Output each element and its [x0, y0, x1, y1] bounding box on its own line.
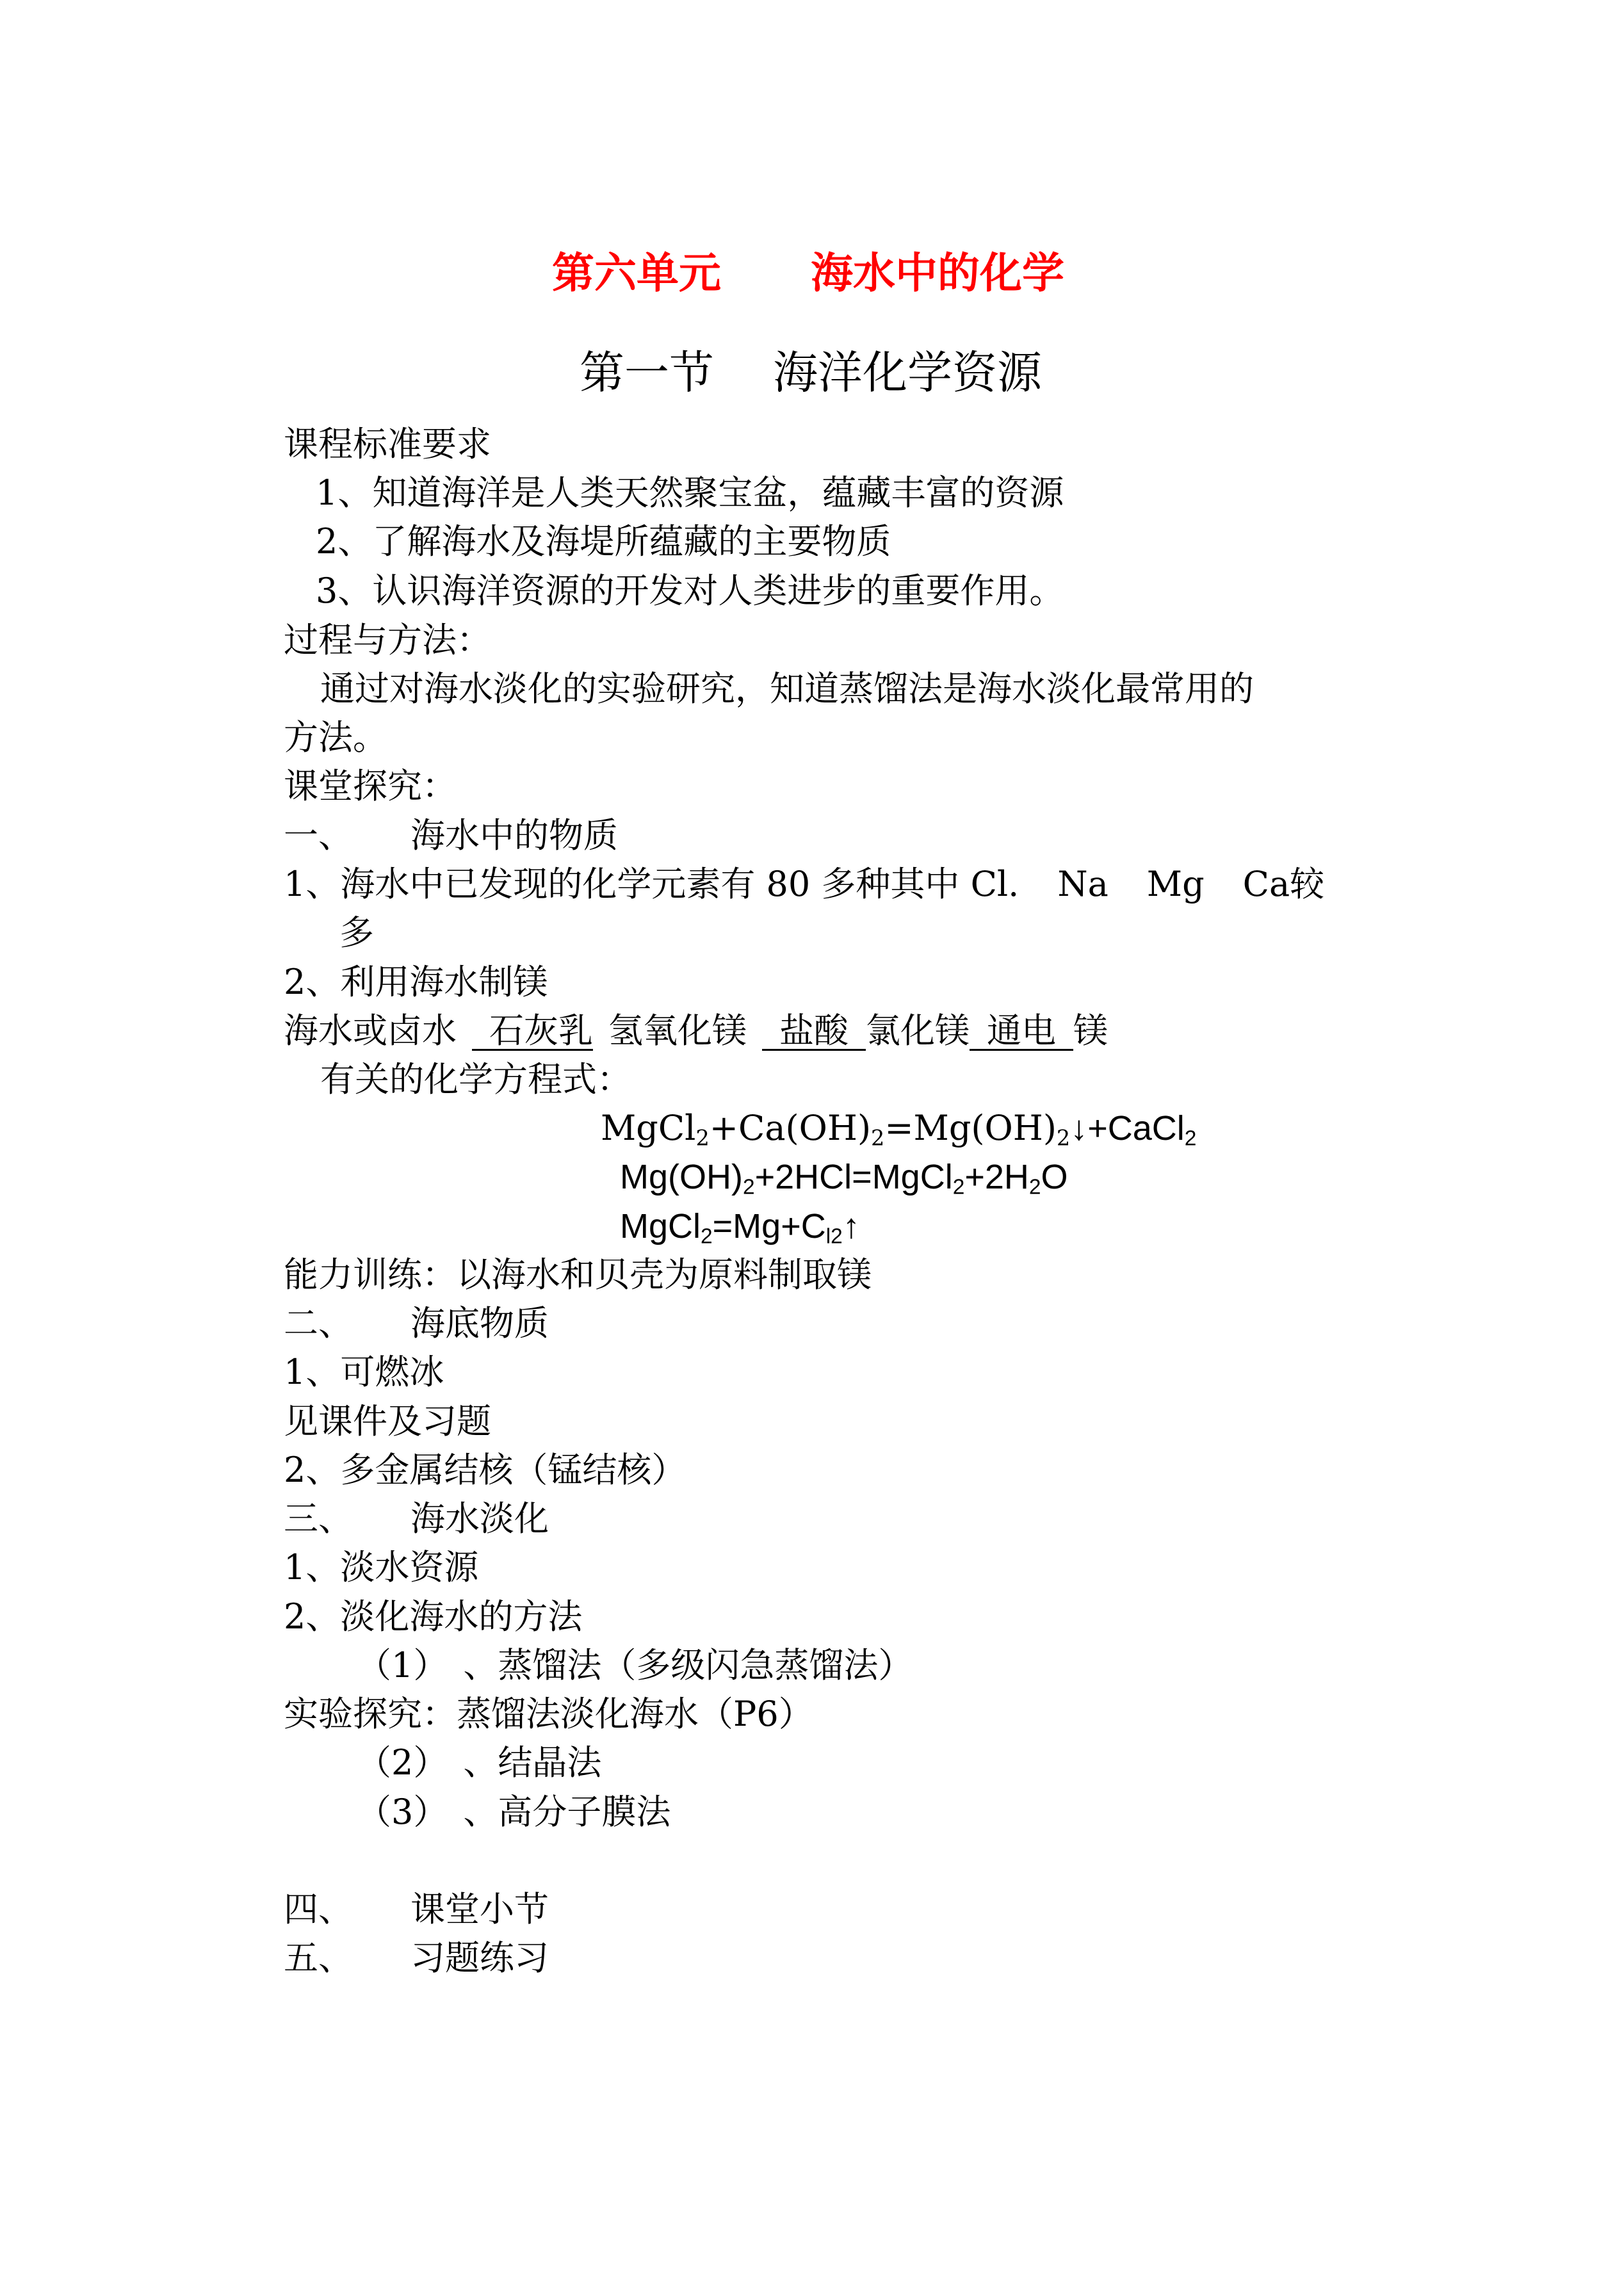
part-2-item-1: 1、可燃冰 [284, 1352, 444, 1392]
element-mg: Mg [1146, 864, 1205, 904]
eq2-sub-c: 2 [1028, 1175, 1041, 1199]
process-text-line-1: 通过对海水淡化的实验研究，知道蒸馏法是海水淡化最常用的 [320, 669, 1254, 709]
equation-2 [620, 1158, 1068, 1199]
part-3-number: 三、 [284, 1498, 353, 1539]
standards-item-2: 2、了解海水及海堤所蕴藏的主要物质 [316, 521, 891, 562]
eq2-sub-b: 2 [952, 1175, 965, 1199]
eq1-part-a: MgCl [601, 1108, 696, 1148]
part-1-number: 一、 [284, 815, 353, 856]
part-4-number: 四、 [284, 1889, 353, 1929]
inquiry-heading: 课堂探究： [284, 766, 457, 806]
elements-text: 1、海水中已发现的化学元素有 80 多种其中 Cl. [284, 864, 1019, 904]
eq3-sub-a: 2 [701, 1224, 713, 1249]
eq3-sub-b: l2 [825, 1224, 843, 1249]
eq3-part-c: ↑ [842, 1207, 860, 1245]
part-1-item-1 [284, 865, 1324, 904]
flow-reagent-3-label: 通电 [987, 1010, 1056, 1051]
flow-intermediate-1: 氢氧化镁 [608, 1010, 747, 1051]
flow-reagent-1-label: 石灰乳 [489, 1010, 593, 1051]
part-3-title: 海水淡化 [410, 1498, 549, 1539]
method-2 [357, 1744, 601, 1782]
unit-number: 第六单元 [552, 248, 721, 298]
part-5-heading [284, 1939, 549, 1977]
eq3-part-a: MgCl [620, 1207, 701, 1245]
part-3-item-1: 1、淡水资源 [284, 1547, 479, 1587]
eq2-part-d: O [1041, 1158, 1068, 1196]
method-2-text: 、结晶法 [463, 1742, 602, 1783]
eq1-sub-c: 2 [1056, 1125, 1071, 1151]
part-2-heading [284, 1304, 549, 1343]
eq2-sub-a: 2 [742, 1175, 755, 1199]
element-na: Na [1057, 864, 1108, 904]
eq2-part-a: Mg(OH) [620, 1158, 743, 1196]
flow-reagent-1 [472, 1010, 593, 1051]
standards-item-1: 1、知道海洋是人类天然聚宝盆，蕴藏丰富的资源 [316, 473, 1064, 513]
eq1-part-c: =Mg(OH) [884, 1108, 1057, 1148]
eq1-part-d: ↓+CaCl [1070, 1109, 1185, 1148]
part-2-title: 海底物质 [410, 1303, 549, 1343]
flow-reagent-3 [970, 1010, 1073, 1051]
unit-title [552, 248, 1064, 297]
method-3-text: 、高分子膜法 [463, 1792, 671, 1832]
process-heading: 过程与方法： [284, 620, 491, 660]
ability-training: 能力训练：以海水和贝壳为原料制取镁 [284, 1254, 872, 1295]
part-1-item-2: 2、利用海水制镁 [284, 962, 548, 1002]
method-2-number: （2） [357, 1742, 448, 1783]
experiment-inquiry: 实验探究：蒸馏法淡化海水（P6） [284, 1694, 813, 1734]
method-3 [357, 1793, 670, 1831]
flow-intermediate-2: 氯化镁 [866, 1010, 970, 1051]
elements-tail: 较 [1290, 864, 1325, 904]
eq1-sub-b: 2 [871, 1125, 885, 1151]
section-topic: 海洋化学资源 [773, 346, 1042, 399]
standards-heading: 课程标准要求 [284, 424, 491, 464]
equation-3 [620, 1207, 860, 1249]
method-1 [357, 1646, 913, 1685]
method-1-number: （1） [357, 1645, 448, 1685]
eq3-part-b: =Mg+C [712, 1207, 826, 1245]
element-ca: Ca [1242, 864, 1290, 904]
method-1-text: 、蒸馏法（多级闪急蒸馏法） [463, 1645, 913, 1685]
magnesium-flow [284, 1012, 1108, 1050]
part-4-title: 课堂小节 [410, 1889, 549, 1929]
eq1-sub-a: 2 [695, 1125, 710, 1151]
part-4-heading [284, 1890, 549, 1929]
method-3-number: （3） [357, 1792, 448, 1832]
part-2-number: 二、 [284, 1303, 353, 1343]
flow-reagent-2 [762, 1010, 866, 1051]
flow-end: 镁 [1073, 1010, 1108, 1051]
section-number: 第一节 [580, 346, 714, 399]
equations-label: 有关的化学方程式： [320, 1059, 631, 1099]
part-3-item-2: 2、淡化海水的方法 [284, 1596, 583, 1637]
eq2-part-b: +2HCl=MgCl [754, 1158, 953, 1196]
flow-start: 海水或卤水 [284, 1010, 457, 1051]
part-1-heading [284, 816, 618, 855]
part-2-note: 见课件及习题 [284, 1401, 491, 1441]
section-title [580, 347, 1042, 398]
equation-1 [601, 1108, 1197, 1151]
part-5-number: 五、 [284, 1938, 353, 1978]
standards-item-3: 3、认识海洋资源的开发对人类进步的重要作用。 [316, 571, 1064, 611]
flow-reagent-2-label: 盐酸 [779, 1010, 849, 1051]
eq2-part-c: +2H [964, 1158, 1029, 1196]
part-3-heading [284, 1500, 549, 1538]
unit-topic: 海水中的化学 [811, 248, 1064, 298]
part-1-item-1-continuation: 多 [339, 912, 374, 953]
process-text-line-2: 方法。 [284, 717, 387, 758]
part-2-item-2: 2、多金属结核（锰结核） [284, 1450, 686, 1490]
part-5-title: 习题练习 [410, 1938, 549, 1978]
part-1-title: 海水中的物质 [410, 815, 618, 856]
eq1-sub-d: 2 [1184, 1126, 1197, 1151]
eq1-part-b: +Ca(OH) [709, 1108, 872, 1148]
